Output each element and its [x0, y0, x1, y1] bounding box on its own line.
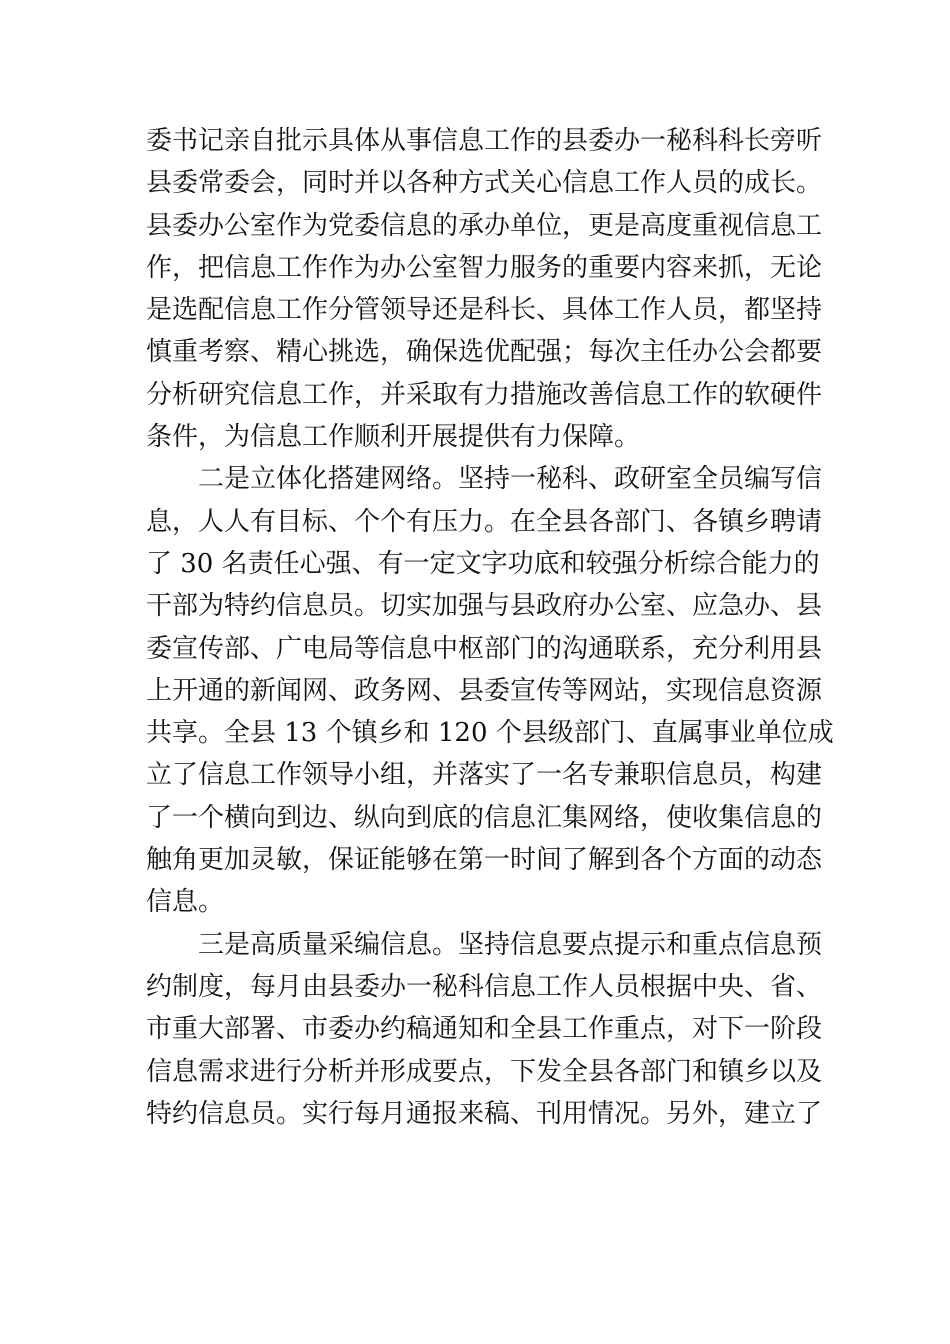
text-line: 共享。全县 13 个镇乡和 120 个县级部门、直属事业单位成: [146, 718, 834, 749]
paragraph: [146, 458, 834, 923]
text-line: 约制度，每月由县委办一秘科信息工作人员根据中央、省、: [146, 971, 823, 1002]
text-line: 触角更加灵敏，保证能够在第一时间了解到各个方面的动态: [146, 845, 823, 876]
text-line: 了 30 名责任心强、有一定文字功底和较强分析综合能力的: [146, 548, 820, 579]
text-line: 是选配信息工作分管领导还是科长、具体工作人员，都坚持: [146, 295, 823, 326]
text-line: 条件，为信息工作顺利开展提供有力保障。: [146, 422, 641, 453]
text-line: 县委常委会，同时并以各种方式关心信息工作人员的成长。: [146, 168, 823, 199]
text-line: 慎重考察、精心挑选，确保选优配强；每次主任办公会都要: [146, 337, 823, 368]
paragraph: [146, 120, 823, 458]
text-line: 市重大部署、市委办约稿通知和全县工作重点，对下一阶段: [146, 1014, 823, 1045]
text-line: 信息。: [146, 887, 225, 918]
text-line: 立了信息工作领导小组，并落实了一名专兼职信息员，构建: [146, 760, 823, 791]
text-line: 上开通的新闻网、政务网、县委宣传等网站，实现信息资源: [146, 675, 823, 706]
body-text: [146, 120, 834, 1135]
text-line: 干部为特约信息员。切实加强与县政府办公室、应急办、县: [146, 591, 823, 622]
text-line: 作，把信息工作作为办公室智力服务的重要内容来抓，无论: [146, 252, 823, 283]
text-line: 信息需求进行分析并形成要点，下发全县各部门和镇乡以及: [146, 1056, 823, 1087]
text-line: 二是立体化搭建网络。坚持一秘科、政研室全员编写信: [198, 464, 823, 495]
text-line: 分析研究信息工作，并采取有力措施改善信息工作的软硬件: [146, 379, 823, 410]
text-line: 息，人人有目标、个个有压力。在全县各部门、各镇乡聘请: [146, 506, 823, 537]
text-line: 县委办公室作为党委信息的承办单位，更是高度重视信息工: [146, 210, 823, 241]
text-line: 委宣传部、广电局等信息中枢部门的沟通联系，充分利用县: [146, 633, 823, 664]
text-line: 三是高质量采编信息。坚持信息要点提示和重点信息预: [198, 929, 823, 960]
text-line: 了一个横向到边、纵向到底的信息汇集网络，使收集信息的: [146, 802, 823, 833]
text-line: 委书记亲自批示具体从事信息工作的县委办一秘科科长旁听: [146, 126, 823, 156]
paragraph: [146, 924, 823, 1135]
text-line: 特约信息员。实行每月通报来稿、刊用情况。另外，建立了: [146, 1098, 823, 1129]
